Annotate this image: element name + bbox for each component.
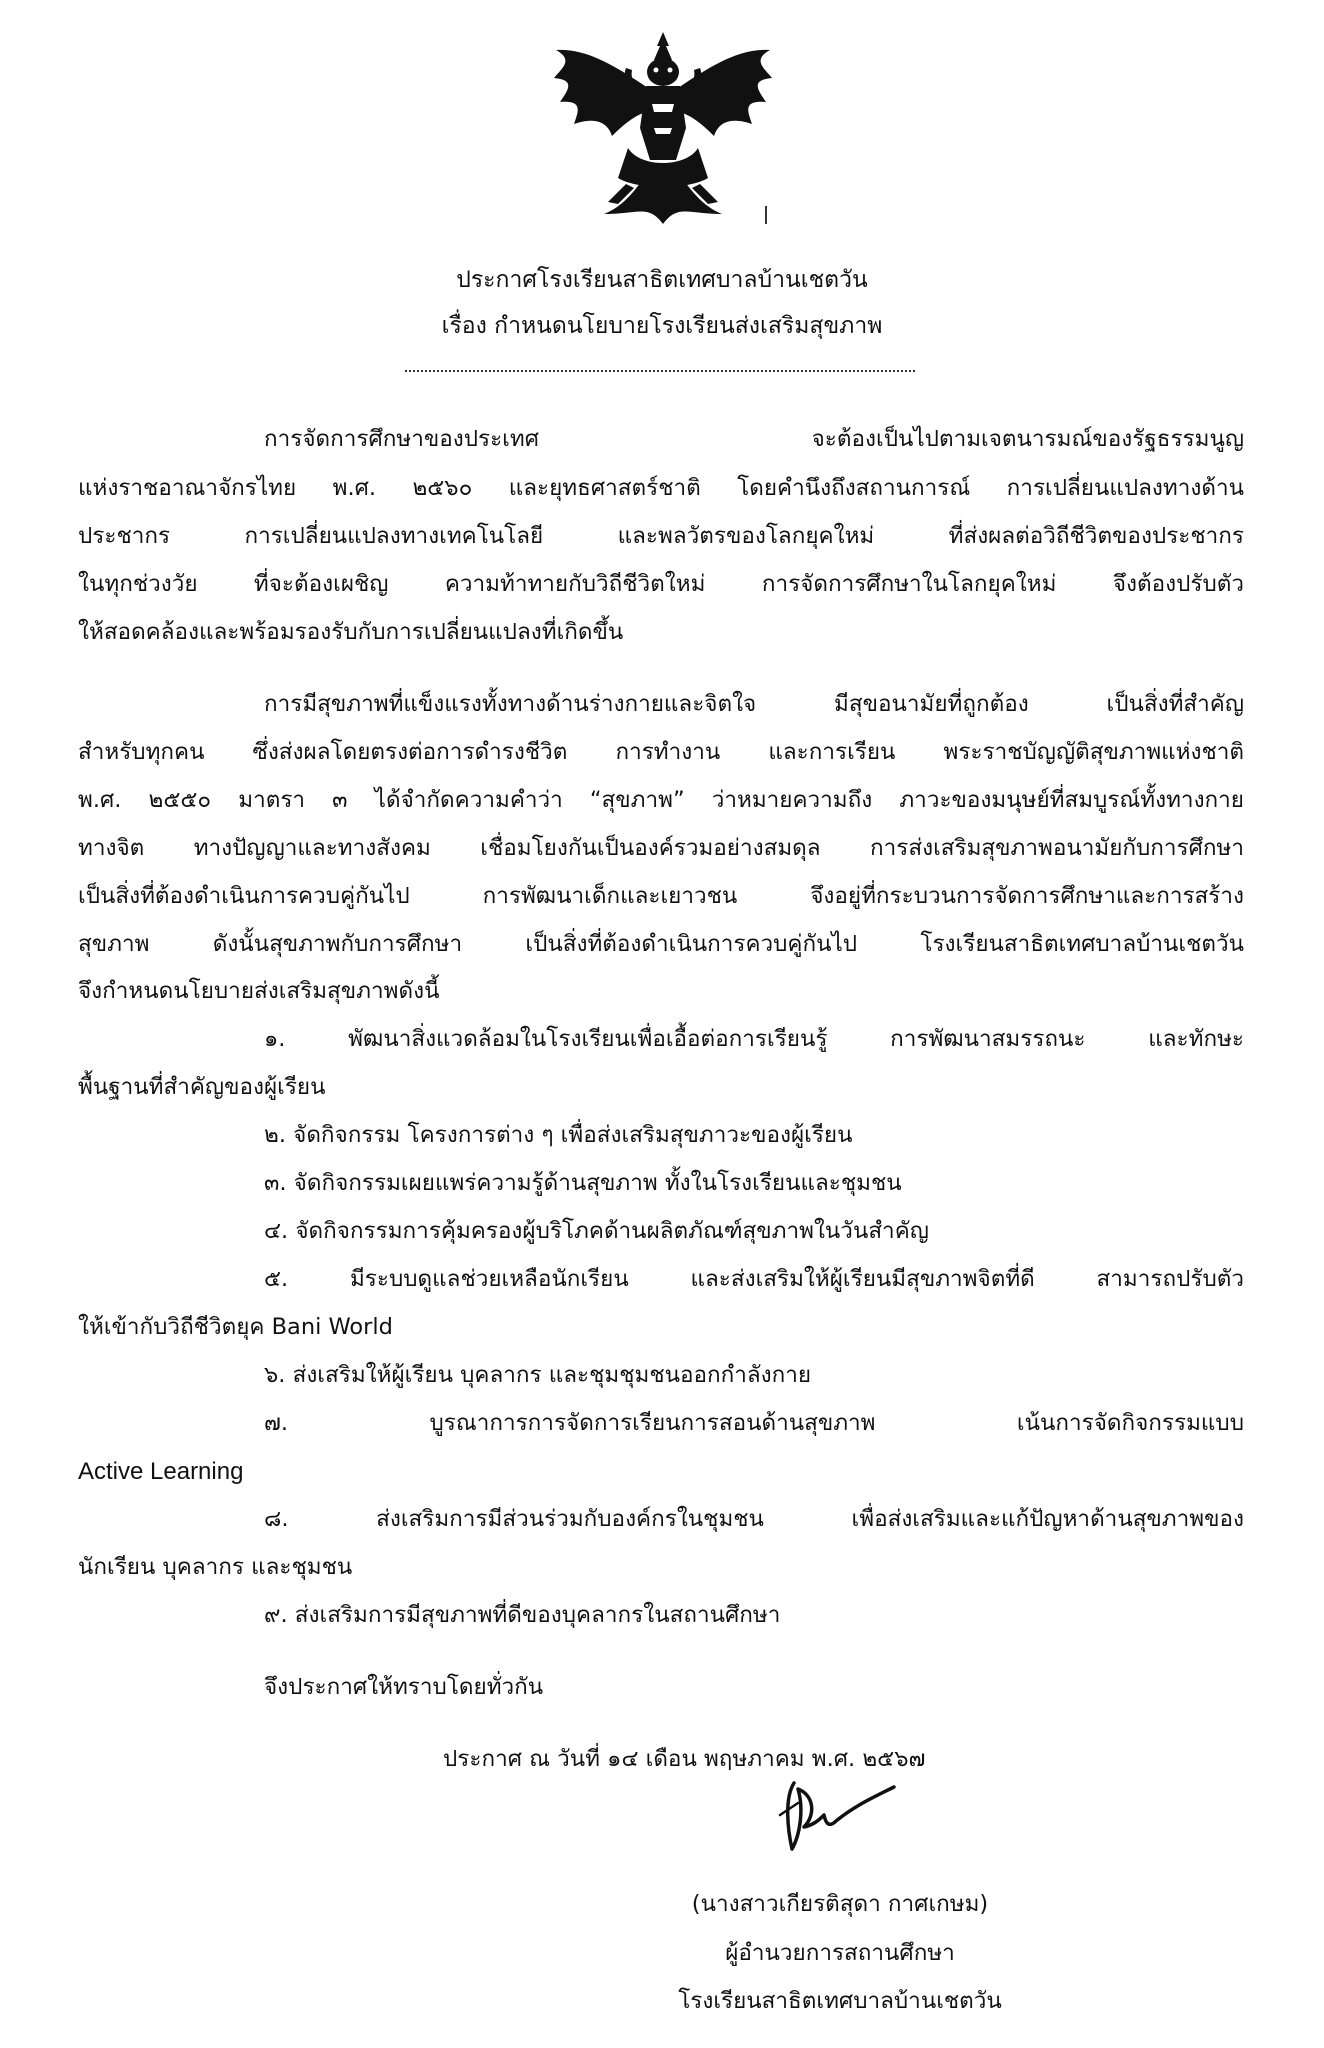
para2-line: จึงกำหนดนโยบายส่งเสริมสุขภาพดังนี้ — [78, 978, 440, 1004]
signatory-position: ผู้อำนวยการสถานศึกษา — [725, 1940, 955, 1966]
announcement-subject: เรื่อง กำหนดนโยบายโรงเรียนส่งเสริมสุขภาพ — [441, 313, 883, 339]
policy-item-9: ๙. ส่งเสริมการมีสุขภาพที่ดีของบุคลากรในสถานศึกษา — [264, 1602, 781, 1628]
policy-item-8-cont: นักเรียน บุคลากร และชุมชน — [78, 1554, 353, 1580]
policy-item-3: ๓. จัดกิจกรรมเผยแพร่ความรู้ด้านสุขภาพ ทั้งในโรงเรียนและชุมชน — [264, 1170, 902, 1196]
para2-line: สุขภาพ ดังนั้นสุขภาพกับการศึกษา เป็นสิ่งที่ต้องดำเนินการควบคู่กันไป โรงเรียนสาธิตเทศบาลบ้านเชตวัน — [78, 931, 1244, 957]
policy-item-5: ๕. มีระบบดูแลช่วยเหลือนักเรียน และส่งเสริมให้ผู้เรียนมีสุขภาพจิตที่ดี สามารถปรับตัว — [264, 1266, 1244, 1292]
para1-line: การจัดการศึกษาของประเทศ จะต้องเป็นไปตามเจตนารมณ์ของรัฐธรรมนูญ — [264, 426, 1244, 452]
announcement-title: ประกาศโรงเรียนสาธิตเทศบาลบ้านเชตวัน — [456, 267, 868, 293]
policy-item-5-cont: ให้เข้ากับวิถีชีวิตยุค Bani World — [78, 1314, 393, 1340]
signatory-organization: โรงเรียนสาธิตเทศบาลบ้านเชตวัน — [678, 1988, 1002, 2014]
para2-line: สำหรับทุกคน ซึ่งส่งผลโดยตรงต่อการดำรงชีวิต การทำงาน และการเรียน พระราชบัญญัติสุขภาพแห่งชาติ — [78, 739, 1244, 765]
closing-statement: จึงประกาศให้ทราบโดยทั่วกัน — [264, 1674, 544, 1700]
policy-item-7: ๗. บูรณาการการจัดการเรียนการสอนด้านสุขภาพ เน้นการจัดกิจกรรมแบบ — [264, 1410, 1244, 1436]
para1-line: ให้สอดคล้องและพร้อมรองรับกับการเปลี่ยนแปลงที่เกิดขึ้น — [78, 619, 624, 645]
dotted-divider — [405, 370, 915, 372]
para2-line: เป็นสิ่งที่ต้องดำเนินการควบคู่กันไป การพัฒนาเด็กและเยาวชน จึงอยู่ที่กระบวนการจัดการศึกษาและการสร้าง — [78, 883, 1244, 909]
para2-line: การมีสุขภาพที่แข็งแรงทั้งทางด้านร่างกายและจิตใจ มีสุขอนามัยที่ถูกต้อง เป็นสิ่งที่สำคัญ — [264, 691, 1244, 717]
policy-item-6: ๖. ส่งเสริมให้ผู้เรียน บุคลากร และชุมชุมชนออกกำลังกาย — [264, 1362, 812, 1388]
para2-line: ทางจิต ทางปัญญาและทางสังคม เชื่อมโยงกันเป็นองค์รวมอย่างสมดุล การส่งเสริมสุขภาพอนามัยกับการศึกษา — [78, 835, 1244, 861]
signature-icon — [770, 1775, 900, 1855]
policy-item-2: ๒. จัดกิจกรรม โครงการต่าง ๆ เพื่อส่งเสริมสุขภาวะของผู้เรียน — [264, 1122, 853, 1148]
garuda-emblem-icon — [548, 28, 778, 228]
para2-line: พ.ศ. ๒๕๕๐ มาตรา ๓ ได้จำกัดความคำว่า “สุขภาพ” ว่าหมายความถึง ภาวะของมนุษย์ที่สมบูรณ์ทั้งทางกาย — [78, 787, 1244, 813]
policy-item-1: ๑. พัฒนาสิ่งแวดล้อมในโรงเรียนเพื่อเอื้อต่อการเรียนรู้ การพัฒนาสมรรถนะ และทักษะ — [264, 1026, 1244, 1052]
policy-item-1-cont: พื้นฐานที่สำคัญของผู้เรียน — [78, 1074, 326, 1100]
policy-item-8: ๘. ส่งเสริมการมีส่วนร่วมกับองค์กรในชุมชน เพื่อส่งเสริมและแก้ปัญหาด้านสุขภาพของ — [264, 1506, 1244, 1532]
para1-line: ประชากร การเปลี่ยนแปลงทางเทคโนโลยี และพลวัตรของโลกยุคใหม่ ที่ส่งผลต่อวิถีชีวิตของประชากร — [78, 523, 1244, 549]
para1-line: แห่งราชอาณาจักรไทย พ.ศ. ๒๕๖๐ และยุทธศาสตร์ชาติ โดยคำนึงถึงสถานการณ์ การเปลี่ยนแปลงทางด้าน — [78, 475, 1244, 501]
policy-item-4: ๔. จัดกิจกรรมการคุ้มครองผู้บริโภคด้านผลิตภัณฑ์สุขภาพในวันสำคัญ — [264, 1218, 929, 1244]
signatory-name: (นางสาวเกียรติสุดา กาศเกษม) — [691, 1891, 989, 1917]
para1-line: ในทุกช่วงวัย ที่จะต้องเผชิญ ความท้าทายกับวิถีชีวิตใหม่ การจัดการศึกษาในโลกยุคใหม่ จึงต้องปรับตัว — [78, 571, 1244, 597]
announcement-date: ประกาศ ณ วันที่ ๑๔ เดือน พฤษภาคม พ.ศ. ๒๕๖๗ — [443, 1746, 926, 1772]
policy-item-7-cont: Active Learning — [78, 1458, 244, 1485]
